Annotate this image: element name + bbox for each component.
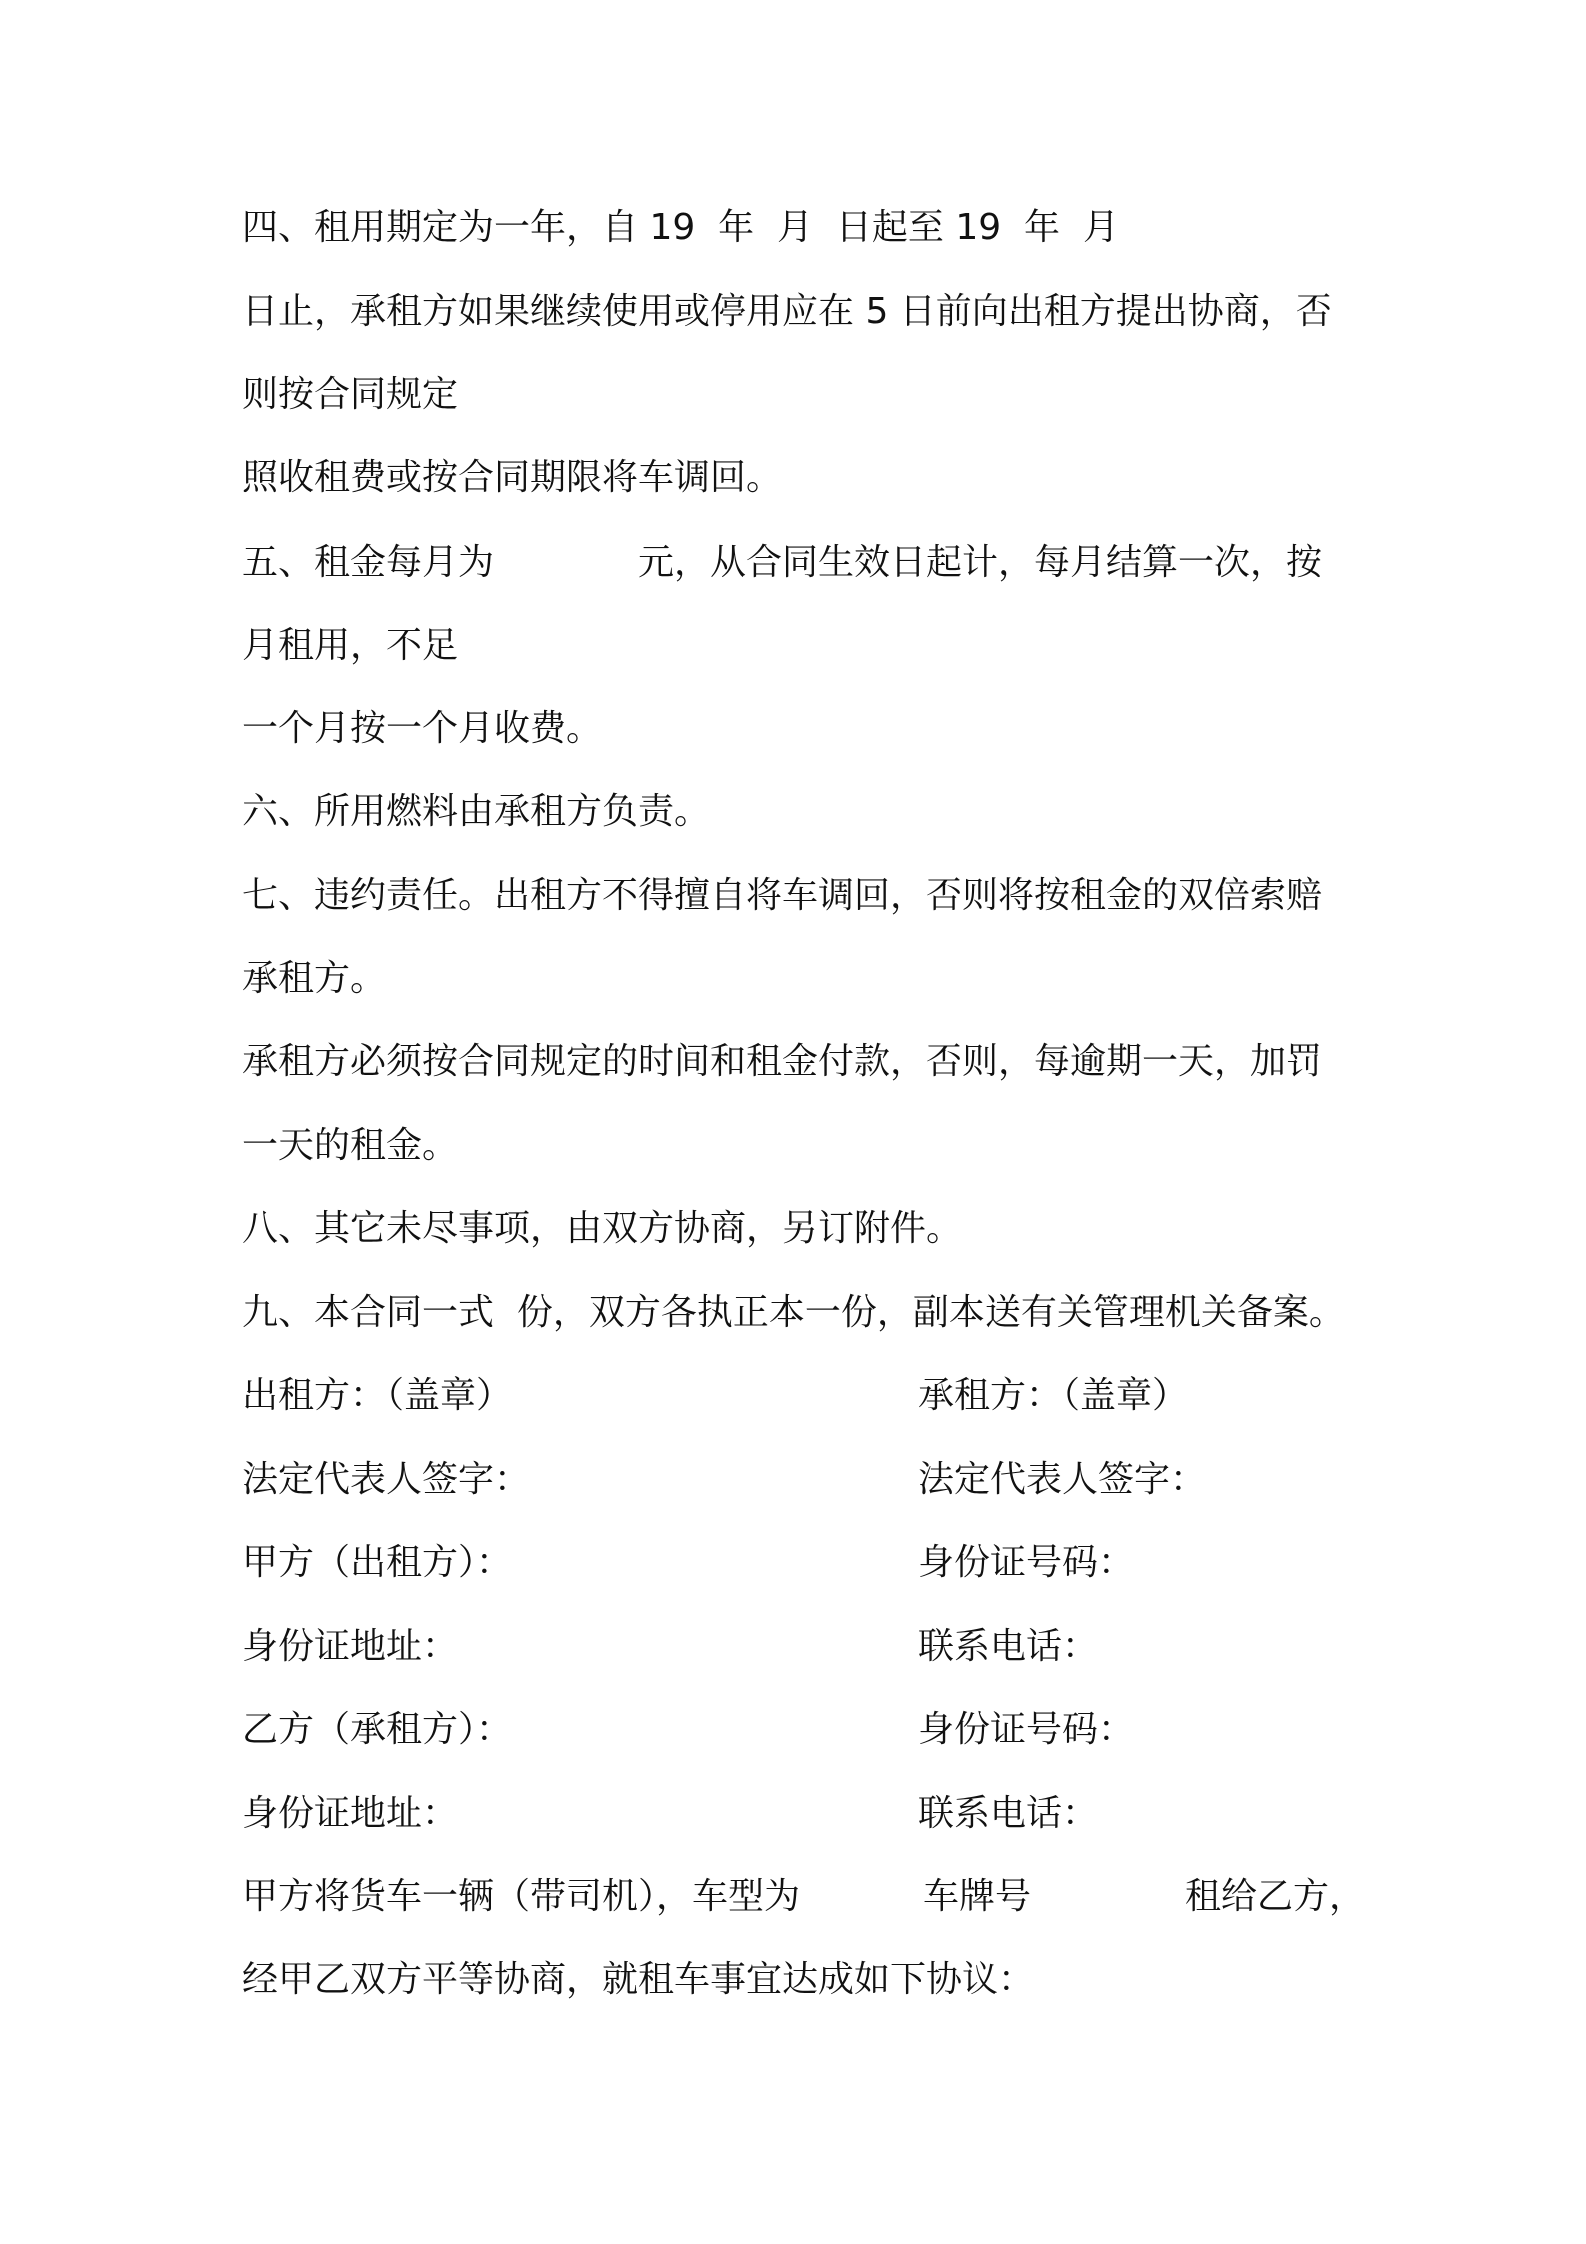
party-a-address-label: 身份证地址：: [242, 1626, 459, 1667]
lessor-rep-label: 法定代表人签字：: [242, 1459, 531, 1500]
clause-7-line-2: 承租方。: [242, 958, 387, 999]
clause-5-line-3: 一个月按一个月收费。: [242, 708, 603, 749]
preamble-line-1b: 车牌号: [923, 1876, 1032, 1917]
clause-7-line-4: 一天的租金。: [242, 1125, 459, 1166]
party-a-label: 甲方（出租方）：: [242, 1542, 513, 1583]
clause-5-line-1b: 元，从合同生效日起计，每月结算一次，按: [638, 542, 1323, 583]
party-a-phone-label: 联系电话：: [918, 1626, 1099, 1667]
clause-5-line-1a: 五、租金每月为: [242, 542, 495, 583]
clause-7-line-3: 承租方必须按合同规定的时间和租金付款，否则，每逾期一天，加罚: [242, 1041, 1323, 1082]
preamble-line-1a: 甲方将货车一辆（带司机），车型为: [242, 1876, 801, 1917]
clause-5-line-2: 月租用，不足: [242, 625, 459, 666]
lessee-seal-label: 承租方：（盖章）: [918, 1375, 1189, 1416]
clause-6: 六、所用燃料由承租方负责。: [242, 791, 711, 832]
party-b-id-label: 身份证号码：: [918, 1709, 1135, 1750]
lessee-rep-label: 法定代表人签字：: [918, 1459, 1207, 1500]
clause-8: 八、其它未尽事项，由双方协商，另订附件。: [242, 1208, 963, 1249]
party-b-label: 乙方（承租方）：: [242, 1709, 513, 1750]
party-b-phone-label: 联系电话：: [918, 1793, 1099, 1834]
clause-7-line-1: 七、违约责任。出租方不得擅自将车调回，否则将按租金的双倍索赔: [242, 875, 1323, 916]
preamble-line-1c: 租给乙方，: [1185, 1876, 1366, 1917]
clause-4-line-2: 日止，承租方如果继续使用或停用应在 5 日前向出租方提出协商，否: [242, 291, 1332, 332]
clause-4-line-3: 则按合同规定: [242, 374, 459, 415]
clause-9: 九、本合同一式 份，双方各执正本一份，副本送有关管理机关备案。: [242, 1292, 1345, 1333]
party-b-address-label: 身份证地址：: [242, 1793, 459, 1834]
preamble-line-2: 经甲乙双方平等协商，就租车事宜达成如下协议：: [242, 1959, 1035, 2000]
clause-4-line-1: 四、租用期定为一年，自 19 年 月 日起至 19 年 月: [242, 207, 1119, 248]
party-a-id-label: 身份证号码：: [918, 1542, 1135, 1583]
clause-4-line-4: 照收租费或按合同期限将车调回。: [242, 457, 783, 498]
lessor-seal-label: 出租方：（盖章）: [242, 1375, 513, 1416]
